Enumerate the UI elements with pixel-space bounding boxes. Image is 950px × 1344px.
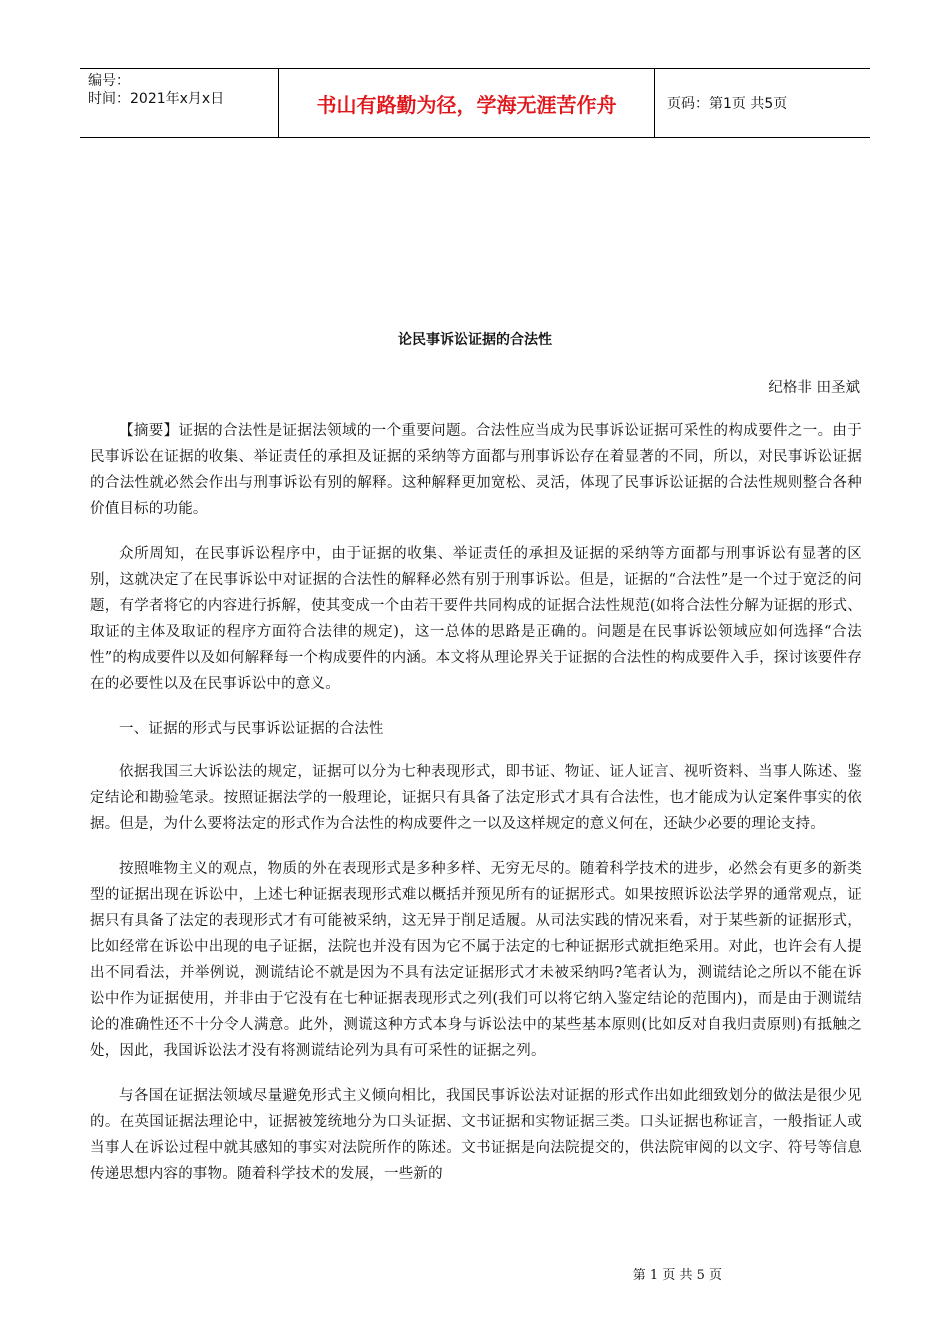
body-paragraph: 与各国在证据法领域尽量避免形式主义倾向相比，我国民事诉讼法对证据的形式作出如此细致划分的做法是很少见的。在英国证据法理论中，证据被笼统地分为口头证据、文书证据和实物证据三类。口头证据也称证言，一般指证人或当事人在诉讼过程中就其感知的事实对法院所作的陈述。文书证据是向法院提交的，供法院审阅的以文字、符号等信息传递思想内容的事物。随着科学技术的发展，一些新的	[90, 1088, 862, 1182]
number-label: 编号：	[88, 73, 130, 89]
document-header	[80, 68, 870, 138]
header-meta	[80, 69, 279, 137]
body-paragraph: 按照唯物主义的观点，物质的外在表现形式是多种多样、无穷无尽的。随着科学技术的进步，必然会有更多的新类型的证据出现在诉讼中，上述七种证据表现形式难以概括并预见所有的证据形式。如果按照诉讼法学界的通常观点，证据只有具备了法定的表现形式才有可能被采纳，这无异于削足适履。从司法实践的情况来看，对于某些新的证据形式，比如经常在诉讼中出现的电子证据，法院也并没有因为它不属于法定的七种证据形式就拒绝采用。对此，也许会有人提出不同看法，并举例说，测谎结论不就是因为不具有法定证据形式才未被采纳吗?笔者认为，测谎结论之所以不能在诉讼中作为证据使用，并非由于它没有在七种证据表现形式之列(我们可以将它纳入鉴定结论的范围内)，而是由于测谎结论的准确性还不十分令人满意。此外，测谎这种方式本身与诉讼法中的某些基本原则(比如反对自我归责原则)有抵触之处，因此，我国诉讼法才没有将测谎结论列为具有可采性的证据之列。	[90, 861, 862, 1059]
header-motto: 书山有路勤为径，学海无涯苦作舟	[279, 69, 655, 137]
body-paragraph: 依据我国三大诉讼法的规定，证据可以分为七种表现形式，即书证、物证、证人证言、视听资料、当事人陈述、鉴定结论和勘验笔录。按照证据法学的一般理论，证据只有具备了法定形式才具有合法性，也才能成为认定案件事实的依据。但是，为什么要将法定的形式作为合法性的构成要件之一以及这样规定的意义何在，还缺少必要的理论支持。	[90, 764, 862, 832]
document-title: 论民事诉讼证据的合法性	[398, 332, 552, 348]
section-heading: 一、证据的形式与民事诉讼证据的合法性	[119, 721, 384, 737]
page-footer: 第 1 页 共 5 页	[632, 1268, 722, 1283]
date-label: 时间：2021年x月x日	[88, 91, 225, 107]
abstract-paragraph: 【摘要】证据的合法性是证据法领域的一个重要问题。合法性应当成为民事诉讼证据可采性的构成要件之一。由于民事诉讼在证据的收集、举证责任的承担及证据的采纳等方面都与刑事诉讼存在着显著的不同，所以，对民事诉讼证据的合法性就必然会作出与刑事诉讼有别的解释。这种解释更加宽松、灵活，体现了民事诉讼证据的合法性规则整合各种价值目标的功能。	[90, 423, 862, 517]
header-page-info: 页码：第1页 共5页	[667, 96, 788, 112]
document-body	[90, 418, 862, 1206]
document-authors: 纪格非 田圣斌	[768, 380, 860, 396]
body-paragraph: 众所周知，在民事诉讼程序中，由于证据的收集、举证责任的承担及证据的采纳等方面都与刑事诉讼有显著的区别，这就决定了在民事诉讼中对证据的合法性的解释必然有别于刑事诉讼。但是，证据的“合法性”是一个过于宽泛的问题，有学者将它的内容进行拆解，使其变成一个由若干要件共同构成的证据合法性规范(如将合法性分解为证据的形式、取证的主体及取证的程序方面符合法律的规定)，这一总体的思路是正确的。问题是在民事诉讼领域应如何选择“合法性”的构成要件以及如何解释每一个构成要件的内涵。本文将从理论界关于证据的合法性的构成要件入手，探讨该要件存在的必要性以及在民事诉讼中的意义。	[90, 546, 863, 692]
